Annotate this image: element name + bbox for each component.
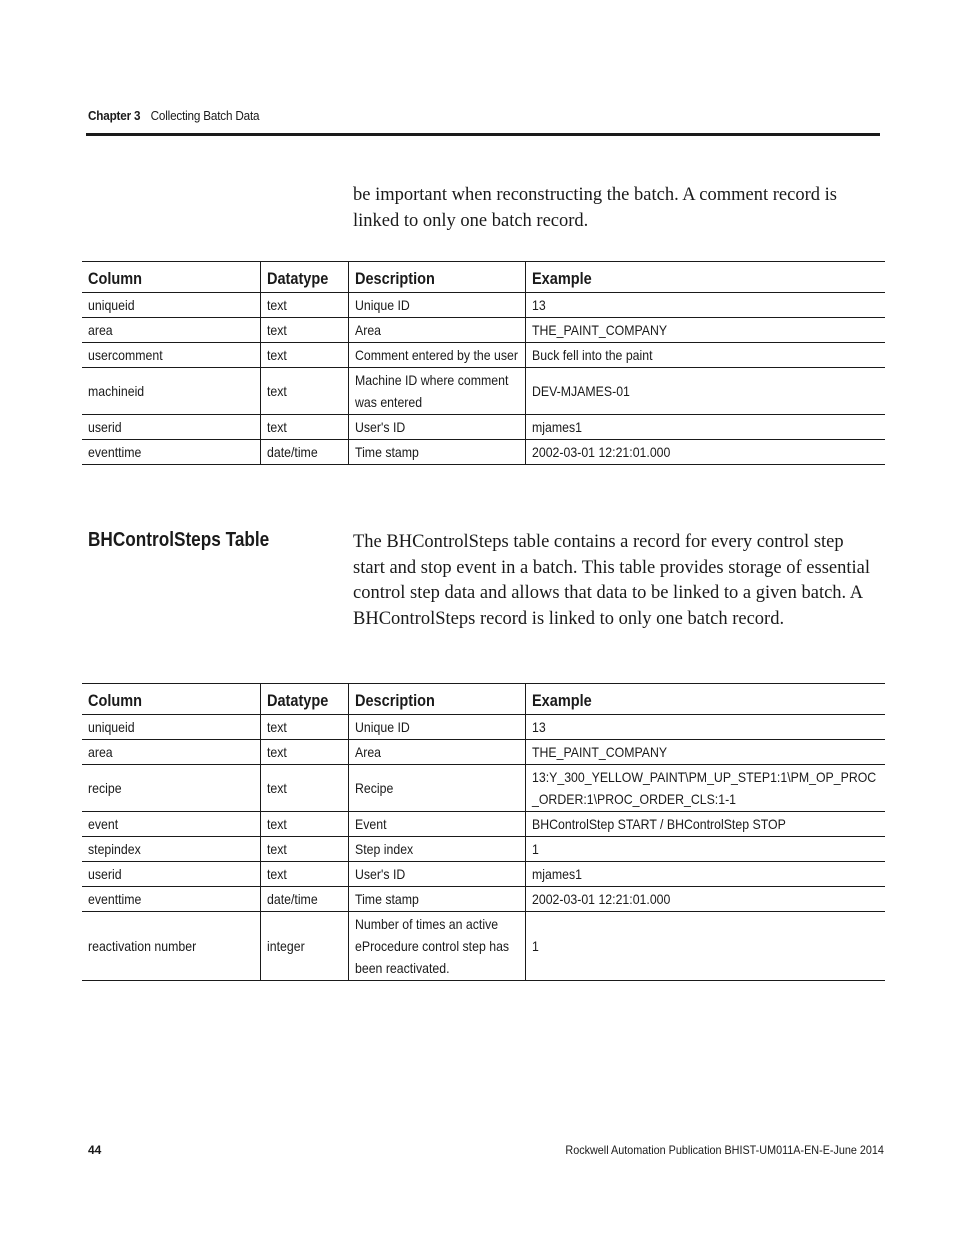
cell-text: Unique ID [354,719,410,735]
cell-text: text [266,744,287,760]
cell-text: Time stamp [354,891,419,907]
cell-text: text [266,322,287,338]
cell-text: stepindex [88,841,141,857]
table-cell [82,318,260,343]
running-header [88,108,259,123]
cell-text: DEV-MJAMES-01 [531,383,630,399]
table-row [82,837,885,862]
table-row [82,368,885,415]
cell-text: text [266,297,287,313]
cell-text: 13 [531,719,546,735]
table-cell [525,740,885,765]
table-cell [82,343,260,368]
cell-text: event [88,816,119,832]
intro-paragraph [353,183,873,234]
table-cell [82,887,260,912]
cell-text: Unique ID [354,297,410,313]
cell-text: Comment entered by the user [354,347,518,363]
table-cell [82,440,260,465]
table-cell [348,812,525,837]
table-cell [348,740,525,765]
table-cell [260,837,348,862]
cell-text: Machine ID where comment was entered [354,372,508,410]
table-row [82,318,885,343]
table-cell [525,343,885,368]
table-cell [348,887,525,912]
controlsteps-table [82,683,885,981]
table-row [82,343,885,368]
cell-text: 13 [531,297,546,313]
cell-text: Recipe [354,780,393,796]
table-cell [260,368,348,415]
cell-text: text [266,841,287,857]
cell-text: Area [354,322,381,338]
table-cell [348,862,525,887]
table-row [82,912,885,981]
cell-text: area [88,744,113,760]
column-header [82,684,260,715]
column-header-label: Datatype [266,691,328,710]
cell-text: User's ID [354,419,405,435]
cell-text: machineid [88,383,145,399]
table-cell [525,862,885,887]
table-cell [348,318,525,343]
column-header-label: Example [531,691,592,710]
cell-text: User's ID [354,866,405,882]
table-cell [82,368,260,415]
cell-text: 1 [531,938,539,954]
table-cell [525,415,885,440]
cell-text: text [266,816,287,832]
table-cell [260,740,348,765]
table-cell [82,765,260,812]
table-cell [82,715,260,740]
cell-text: uniqueid [88,719,135,735]
column-header-label: Datatype [266,269,328,288]
table-cell [260,293,348,318]
cell-text: recipe [88,780,122,796]
table-header-row [82,684,885,715]
section-title: BHControlSteps Table [88,529,270,551]
cell-text: BHControlStep START / BHControlStep STOP [531,816,786,832]
cell-text: 13:Y_300_YELLOW_PAINT\PM_UP_STEP1:1\PM_OP_PROC_ORDER:1\PROC_ORDER_CLS:1-1 [531,769,876,807]
cell-text: reactivation number [88,938,197,954]
table-row [82,293,885,318]
column-header-label: Column [88,691,143,710]
column-header-label: Description [354,691,435,710]
cell-text: text [266,780,287,796]
table-cell [348,765,525,812]
chapter-label: Chapter 3 [88,108,141,123]
cell-text: mjames1 [531,419,582,435]
table-cell [525,715,885,740]
table-cell [260,912,348,981]
column-header-label: Example [531,269,592,288]
cell-text: eventtime [88,891,142,907]
cell-text: 2002-03-01 12:21:01.000 [531,891,670,907]
page-number: 44 [88,1143,102,1157]
cell-text: mjames1 [531,866,582,882]
table-cell [348,293,525,318]
table-cell [82,293,260,318]
table-cell [525,887,885,912]
table-cell [260,343,348,368]
column-header [348,262,525,293]
table-cell [260,887,348,912]
column-header [525,262,885,293]
table-cell [348,715,525,740]
header-rule [86,133,880,136]
table-cell [348,368,525,415]
publication-info: Rockwell Automation Publication BHIST-UM011A-EN-E-June 2014 [565,1143,884,1157]
cell-text: text [266,419,287,435]
table-row [82,765,885,812]
table-cell [525,912,885,981]
table-cell [525,765,885,812]
cell-text: text [266,719,287,735]
table-cell [525,318,885,343]
chapter-title: Collecting Batch Data [150,108,260,123]
cell-text: Time stamp [354,444,419,460]
column-header [525,684,885,715]
table-cell [82,812,260,837]
intro-text: be important when reconstructing the batch. A comment record is linked to only one batch record. [353,185,837,231]
section-body-text: The BHControlSteps table contains a record for every control step start and stop event in a batch. This table provides storage of essential control step data and allows that data to be linked to a given batch. A BHControlSteps record is linked to only one batch record. [353,532,871,629]
table-row [82,862,885,887]
cell-text: Step index [354,841,413,857]
table-cell [260,440,348,465]
cell-text: date/time [266,891,318,907]
column-header [348,684,525,715]
cell-text: text [266,866,287,882]
table-cell [525,293,885,318]
cell-text: eventtime [88,444,142,460]
cell-text: userid [88,866,122,882]
table-row [82,715,885,740]
table-cell [260,318,348,343]
cell-text: uniqueid [88,297,135,313]
table-cell [525,812,885,837]
table-row [82,887,885,912]
table-cell [82,837,260,862]
table-cell [82,415,260,440]
cell-text: integer [266,938,305,954]
cell-text: usercomment [88,347,163,363]
column-header-label: Column [88,269,143,288]
table-cell [82,740,260,765]
table-row [82,440,885,465]
cell-text: Area [354,744,381,760]
table-cell [525,440,885,465]
table-cell [82,912,260,981]
column-header-label: Description [354,269,435,288]
cell-text: 2002-03-01 12:21:01.000 [531,444,670,460]
column-header [260,684,348,715]
cell-text: text [266,347,287,363]
table-row [82,740,885,765]
cell-text: date/time [266,444,318,460]
column-header [82,262,260,293]
cell-text: Event [354,816,387,832]
table-cell [348,837,525,862]
table-cell [260,715,348,740]
cell-text: 1 [531,841,539,857]
table-cell [260,812,348,837]
comments-table [82,261,885,465]
table-cell [525,368,885,415]
table-cell [260,765,348,812]
table-cell [260,415,348,440]
table-cell [82,862,260,887]
cell-text: Buck fell into the paint [531,347,653,363]
cell-text: userid [88,419,122,435]
table-cell [525,837,885,862]
table-cell [348,343,525,368]
column-header [260,262,348,293]
table-cell [260,862,348,887]
table-cell [348,440,525,465]
table-row [82,812,885,837]
section-paragraph [353,530,873,632]
cell-text: THE_PAINT_COMPANY [531,744,667,760]
cell-text: text [266,383,287,399]
cell-text: Number of times an active eProcedure control step has been reactivated. [354,916,509,976]
cell-text: THE_PAINT_COMPANY [531,322,667,338]
table-header-row [82,262,885,293]
cell-text: area [88,322,113,338]
table-cell [348,415,525,440]
table-row [82,415,885,440]
table-cell [348,912,525,981]
